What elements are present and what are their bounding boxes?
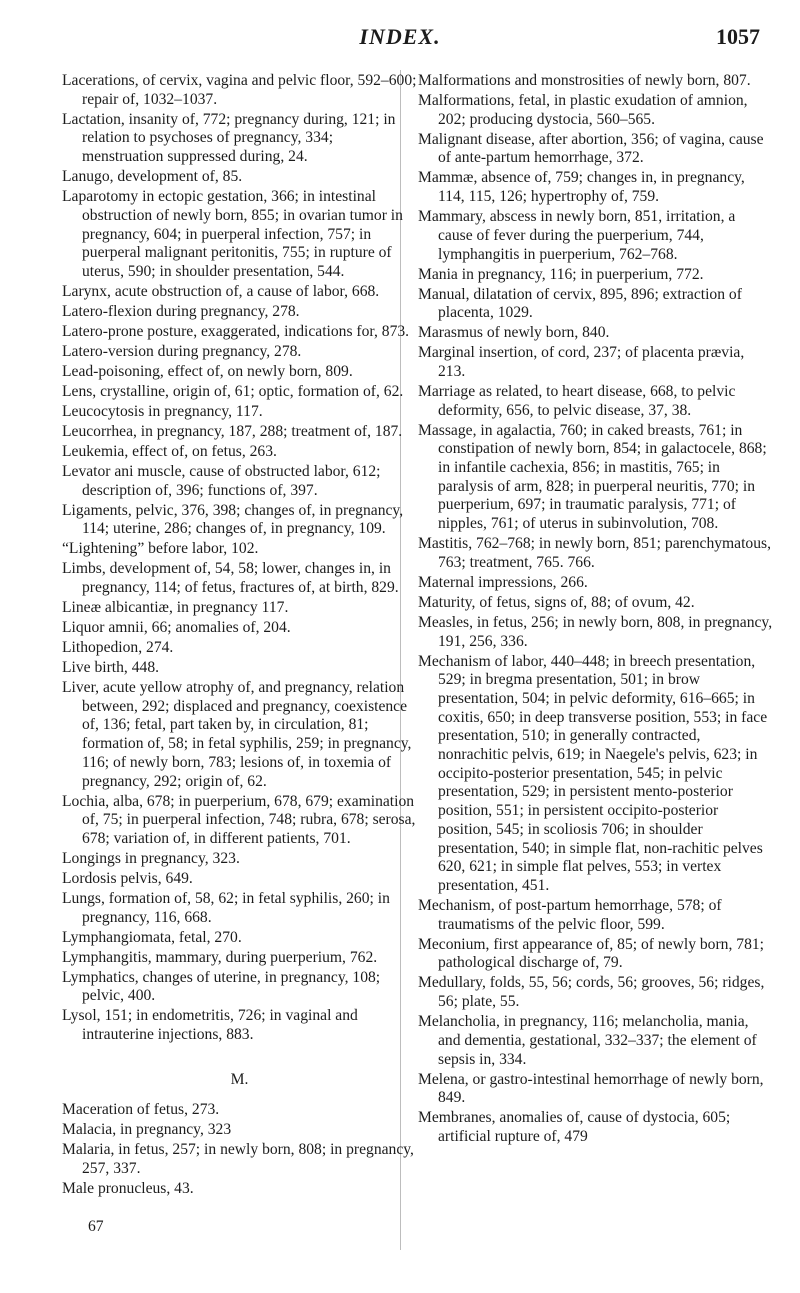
index-entry: Meconium, first appearance of, 85; of newly born, 781; pathological discharge of, 79. <box>418 935 764 972</box>
index-entry: Leukemia, effect of, on fetus, 263. <box>62 442 277 460</box>
index-entry: Latero-flexion during pregnancy, 278. <box>62 302 300 320</box>
index-entry: Latero-prone posture, exaggerated, indications for, 873. <box>62 322 410 340</box>
index-entry: Mastitis, 762–768; in newly born, 851; parenchymatous, 763; treatment, 765. 766. <box>418 535 771 571</box>
index-entry: Laparotomy in ectopic gestation, 366; in intestinal obstruction of newly born, 855; in ovarian tumor in pregnancy, 604; in puerperal infection, 757; in puerperal malignant peritonitis, 755; in rupture of uterus, 590; in shoulder presentation, 544. <box>62 188 403 280</box>
index-entry: Lineæ albicantiæ, in pregnancy 117. <box>62 599 289 617</box>
index-entry: Live birth, 448. <box>62 659 160 677</box>
index-entry: Malacia, in pregnancy, 323 <box>62 1121 232 1139</box>
index-entry: Lymphatics, changes of uterine, in pregnancy, 108; pelvic, 400. <box>62 968 381 1005</box>
index-entry: Mechanism, of post-partum hemorrhage, 578; of traumatisms of the pelvic floor, 599. <box>418 896 722 933</box>
index-entry: Membranes, anomalies of, cause of dystocia, 605; artificial rupture of, 479 <box>418 1109 731 1145</box>
index-entry: Mammæ, absence of, 759; changes in, in pregnancy, 114, 115, 126; hypertrophy of, 759. <box>418 169 745 206</box>
index-entry: Limbs, development of, 54, 58; lower, changes in, in pregnancy, 114; of fetus, fractures of, at birth, 829. <box>62 560 399 597</box>
index-entry: Melena, or gastro-intestinal hemorrhage of newly born, 849. <box>418 1070 764 1107</box>
index-entries-m <box>62 1101 417 1198</box>
index-entry: Marriage as related, to heart disease, 668, to pelvic deformity, 656, to pelvic disease, 37, 38. <box>418 382 736 419</box>
index-entry: Lead-poisoning, effect of, on newly born, 809. <box>62 362 353 380</box>
index-entry: Malformations, fetal, in plastic exudation of amnion, 202; producing dystocia, 560–565. <box>418 92 748 128</box>
right-column <box>418 72 773 1148</box>
index-entry: Lanugo, development of, 85. <box>62 168 243 186</box>
running-title: INDEX. <box>359 24 441 49</box>
index-entry: Lysol, 151; in endometritis, 726; in vaginal and intrauterine injections, 883. <box>62 1007 358 1044</box>
index-entry: Lithopedion, 274. <box>62 639 174 657</box>
index-entry: Maturity, of fetus, signs of, 88; of ovum, 42. <box>418 593 695 611</box>
index-entry: Lungs, formation of, 58, 62; in fetal syphilis, 260; in pregnancy, 116, 668. <box>62 889 390 926</box>
index-entry: Levator ani muscle, cause of obstructed labor, 612; description of, 396; functions of, 397. <box>62 462 381 499</box>
index-entry: Manual, dilatation of cervix, 895, 896; extraction of placenta, 1029. <box>418 285 742 322</box>
index-entries-l <box>62 72 417 1045</box>
index-entry: Melancholia, in pregnancy, 116; melancholia, mania, and dementia, gestational, 332–337; the element of sepsis in, 334. <box>418 1013 757 1068</box>
index-entry: Leucocytosis in pregnancy, 117. <box>62 402 263 420</box>
index-entry: Mechanism of labor, 440–448; in breech presentation, 529; in bregma presentation, 501; in brow presentation, 504; in pelvic deformity, 616–665; in coxitis, 650; in deep transverse position, 553; in face presentation, 510; in generally contracted, nonrachitic pelvis, 619; in Naegele's pelvis, 623; in occipito-posterior presentation, 545; in pelvic presentation, 529; in persistent mento-posterior position, 551; in persistent occipito-posterior position, 545; in scoliosis 706; in shoulder presentation, 540; in simple flat, non-rachitic pelves 620, 621; in simple flat pelves, 553; in vertex presentation, 451. <box>418 652 768 894</box>
index-entry: Liquor amnii, 66; anomalies of, 204. <box>62 619 291 637</box>
index-entry: Male pronucleus, 43. <box>62 1180 194 1198</box>
page-number: 1057 <box>716 24 760 49</box>
index-entry: Lochia, alba, 678; in puerperium, 678, 679; examination of, 75; in puerperal infection, 748; rubra, 678; serosa, 678; variation of, in different patients, 701. <box>62 792 416 847</box>
index-entry: Measles, in fetus, 256; in newly born, 808, in pregnancy, 191, 256, 336. <box>418 613 773 650</box>
index-entry: Malaria, in fetus, 257; in newly born, 808; in pregnancy, 257, 337. <box>62 1141 414 1178</box>
index-entry: Lactation, insanity of, 772; pregnancy during, 121; in relation to psychoses of pregnancy, 334; menstruation suppressed during, 24. <box>62 110 396 166</box>
index-entry: Ligaments, pelvic, 376, 398; changes of, in pregnancy, 114; uterine, 286; changes of, in pregnancy, 109. <box>62 501 404 538</box>
index-entry: Lordosis pelvis, 649. <box>62 869 193 887</box>
index-entry: Mania in pregnancy, 116; in puerperium, 772. <box>418 265 704 283</box>
index-entry: “Lightening” before labor, 102. <box>62 540 259 558</box>
index-entry: Maceration of fetus, 273. <box>62 1101 220 1119</box>
index-entry: Marasmus of newly born, 840. <box>418 324 610 342</box>
signature-mark: 67 <box>88 1218 104 1235</box>
index-entry: Leucorrhea, in pregnancy, 187, 288; treatment of, 187. <box>62 422 403 440</box>
index-entry: Marginal insertion, of cord, 237; of placenta prævia, 213. <box>418 344 745 380</box>
index-entry: Medullary, folds, 55, 56; cords, 56; grooves, 56; ridges, 56; plate, 55. <box>418 974 765 1011</box>
index-entries-right <box>418 72 773 1147</box>
left-column <box>62 72 417 1200</box>
index-entry: Liver, acute yellow atrophy of, and pregnancy, relation between, 292; displaced and pregnancy, coexistence of, 136; fetal, part taken by, in circulation, 81; formation of, 58; in fetal syphilis, 259; in pregnancy, 116; of newly born, 783; lesions of, in toxemia of pregnancy, 292; origin of, 62. <box>62 679 412 790</box>
index-entry: Lens, crystalline, origin of, 61; optic, formation of, 62. <box>62 382 404 400</box>
index-entry: Latero-version during pregnancy, 278. <box>62 342 302 360</box>
index-entry: Longings in pregnancy, 323. <box>62 849 240 867</box>
index-entry: Lacerations, of cervix, vagina and pelvic floor, 592–600; repair of, 1032–1037. <box>62 72 417 108</box>
index-entry: Lymphangitis, mammary, during puerperium, 762. <box>62 948 378 966</box>
index-entry: Lymphangiomata, fetal, 270. <box>62 928 242 946</box>
index-entry: Massage, in agalactia, 760; in caked breasts, 761; in constipation of newly born, 854; in galactocele, 868; in infantile cachexia, 856; in mastitis, 765; in paralysis of arm, 828; in puerperal neuritis, 770; in puerperium, 697; in traumatic paralysis, 771; of nipples, 761; of uterus in subinvolution, 708. <box>418 421 767 533</box>
index-entry: Larynx, acute obstruction of, a cause of labor, 668. <box>62 282 380 300</box>
index-entry: Maternal impressions, 266. <box>418 573 588 591</box>
index-entry: Malformations and monstrosities of newly born, 807. <box>418 72 751 89</box>
index-entry: Mammary, abscess in newly born, 851, irritation, a cause of fever during the puerperium, 744, lymphangitis in puerperium, 762–768. <box>418 208 736 263</box>
page-header <box>0 22 800 62</box>
section-heading-m: M. <box>230 1070 249 1088</box>
index-entry: Malignant disease, after abortion, 356; of vagina, cause of ante-partum hemorrhage, 372. <box>418 130 764 167</box>
